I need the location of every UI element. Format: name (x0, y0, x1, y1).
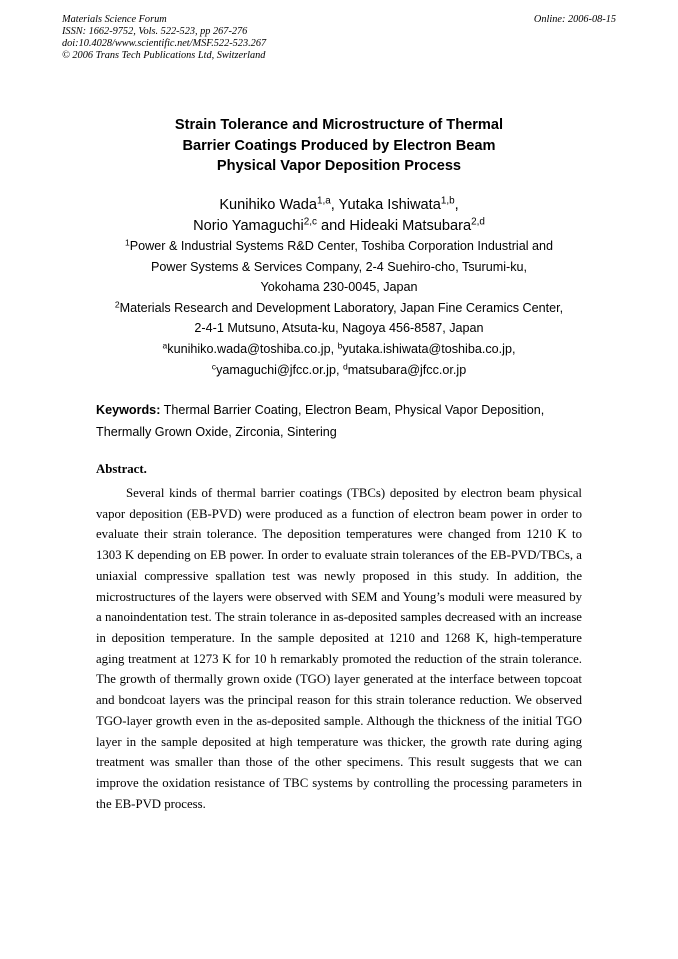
copyright-line: © 2006 Trans Tech Publications Ltd, Switzerland (62, 50, 266, 61)
email-line (90, 339, 588, 360)
author-list (96, 195, 582, 237)
title-line: Barrier Coatings Produced by Electron Beam (182, 137, 496, 154)
keywords (96, 400, 582, 443)
email-separator: , (330, 341, 338, 356)
affiliation-line: Yokohama 230-0045, Japan (260, 280, 418, 295)
online-date: Online: 2006-08-15 (533, 14, 616, 25)
title-line: Strain Tolerance and Microstructure of Thermal (174, 117, 504, 133)
author-separator: , (454, 197, 459, 213)
author-affiliation-mark: 2,d (471, 216, 485, 228)
email-separator: , (335, 362, 343, 377)
affiliation-mark: 1 (124, 237, 130, 248)
keywords-text: Thermal Barrier Coating, Electron Beam, Physical Vapor Deposition, Thermally Grown Oxide, Zirconia, Sintering (96, 403, 545, 439)
affiliation-line: 2-4-1 Mutsuno, Atsuta-ku, Nagoya 456-8587, Japan (194, 321, 484, 336)
author-line (96, 216, 582, 237)
author-affiliation-mark: 1,a (316, 195, 331, 207)
affiliation-text: Materials Research and Development Laboratory, Japan Fine Ceramics Center, (119, 300, 564, 315)
author-name: Yutaka Ishiwata (338, 197, 441, 213)
email-mark: a (162, 340, 168, 351)
abstract-body: Several kinds of thermal barrier coatings (TBCs) deposited by electron beam physical vapor deposition (EB-PVD) were produced as a function of electron beam power in order to evaluate their strain tolerance. The deposition temperatures were changed from 1210 K to 1303 K depending on EB power. In order to evaluate strain tolerances of the EB-PVD/TBCs, a uniaxial compressive spallation test was newly proposed in this study. In addition, the microstructures of the layers were observed with SEM and Young’s moduli were measured by a nanoindentation test. The strain tolerance in as-deposited samples decreased with an increase in deposition temperature. In the sample deposited at 1210 and 1268 K, high-temperature aging treatment at 1273 K for 10 h remarkably promoted the reduction of the strain tolerance. The growth of thermally grown oxide (TGO) layer generated at the interface between topcoat and bondcoat layers was the principal reason for this strain tolerance reduction. We observed TGO-layer growth even in the as-deposited sample. Although the thickness of the initial TGO layer in the sample deposited at high temperature was thicker, the growth rate during aging treatment was smaller than those of the other specimens. This result suggests that we can improve the oxidation resistance of TBC systems by controlling the processing parameters in the EB-PVD process. (96, 486, 582, 811)
keywords-label: Keywords: (96, 403, 161, 417)
email-mark: d (342, 360, 348, 371)
author-line (96, 195, 582, 216)
author-name: Kunihiko Wada (219, 197, 317, 213)
paper-title (96, 115, 582, 177)
author-separator: and (316, 218, 350, 234)
email-address[interactable]: yamaguchi@jfcc.or.jp (216, 362, 336, 377)
doi-line[interactable]: doi:10.4028/www.scientific.net/MSF.522-523.267 (62, 38, 267, 49)
email-address[interactable]: yutaka.ishiwata@toshiba.co.jp (342, 341, 512, 356)
author-affiliation-mark: 1,b (440, 195, 455, 207)
author-name: Norio Yamaguchi (193, 218, 304, 234)
email-separator: , (511, 341, 516, 356)
author-affiliation-mark: 2,c (303, 216, 317, 228)
issn-line: ISSN: 1662-9752, Vols. 522-523, pp 267-276 (62, 26, 248, 37)
author-name: Hideaki Matsubara (349, 218, 472, 234)
journal-header (62, 14, 616, 62)
affiliation-line (90, 236, 588, 257)
abstract-heading: Abstract. (96, 462, 147, 476)
title-line: Physical Vapor Deposition Process (216, 158, 462, 174)
affiliations (90, 236, 588, 380)
affiliation-line (90, 298, 588, 319)
email-mark: c (211, 360, 217, 371)
affiliation-text: Power & Industrial Systems R&D Center, Toshiba Corporation Industrial and (129, 239, 554, 253)
email-address[interactable]: kunihiko.wada@toshiba.co.jp (167, 341, 331, 356)
journal-name: Materials Science Forum (62, 14, 167, 25)
email-address[interactable]: matsubara@jfcc.or.jp (347, 362, 467, 377)
author-separator: , (330, 197, 339, 213)
email-mark: b (337, 340, 343, 351)
affiliation-line: Power Systems & Services Company, 2-4 Suehiro-cho, Tsurumi-ku, (150, 259, 528, 274)
email-line (90, 360, 588, 381)
affiliation-mark: 2 (114, 299, 120, 310)
